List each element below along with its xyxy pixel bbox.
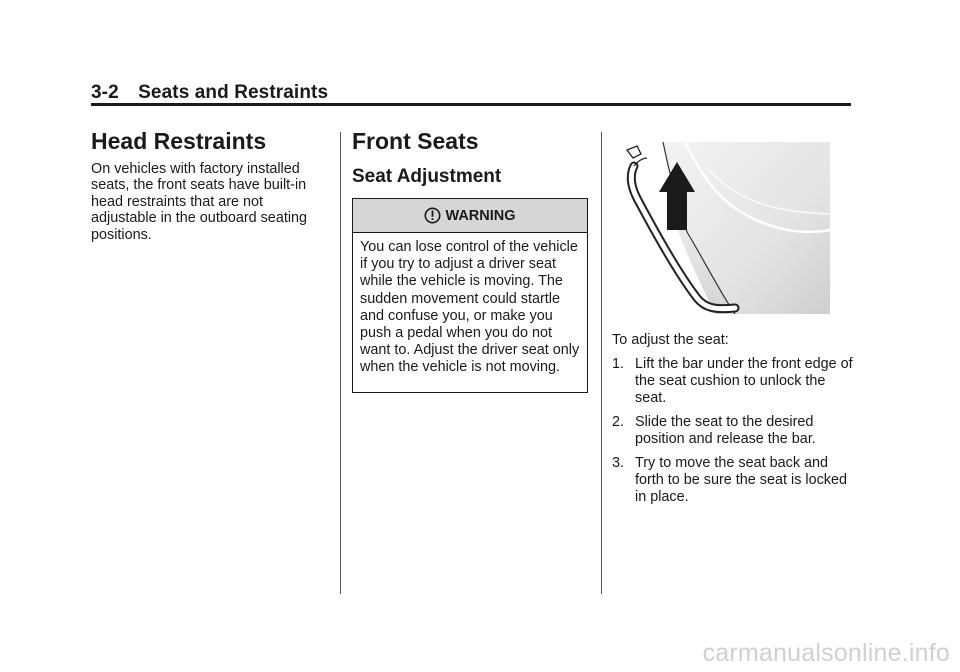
seat-adjust-bar-illustration [625, 142, 830, 314]
step-text: Try to move the seat back and forth to be sure the seat is locked in place. [635, 455, 847, 505]
step-text: Slide the seat to the desired position and release the bar. [635, 414, 816, 447]
warning-label: WARNING [445, 207, 516, 224]
step-item [612, 414, 857, 448]
steps-intro: To adjust the seat: [612, 332, 729, 348]
watermark: carmanualsonline.info [702, 639, 950, 667]
warning-text: You can lose control of the vehicle if you try to adjust a driver seat while the vehicle is moving. The sudden movement could startle and confuse you, or make you push a pedal when you do not want to. Adjust the driver seat only when the vehicle is not moving. [360, 239, 580, 376]
head-restraints-body: On vehicles with factory installed seats, the front seats have built-in head restraints that are not adjustable in the outboard seating positions. [91, 161, 308, 243]
front-seats-section [352, 126, 592, 189]
step-item [612, 356, 857, 407]
head-restraints-section [91, 126, 327, 243]
column-divider-1 [340, 132, 341, 594]
step-number: 2. [612, 414, 625, 430]
warning-box [352, 198, 588, 393]
front-seats-title: Front Seats [352, 128, 479, 154]
step-number: 1. [612, 356, 625, 372]
warning-header [353, 199, 587, 233]
step-item [612, 455, 857, 506]
section-title: Seats and Restraints [138, 82, 329, 103]
step-text: Lift the bar under the front edge of the seat cushion to unlock the seat. [635, 356, 853, 406]
seat-adjustment-subtitle: Seat Adjustment [352, 166, 502, 187]
seat-adjust-steps [612, 332, 857, 513]
warning-icon [424, 207, 441, 224]
head-restraints-title: Head Restraints [91, 128, 267, 154]
column-divider-2 [601, 132, 602, 594]
page-number: 3-2 [91, 82, 119, 103]
header-divider [91, 103, 851, 106]
page-header [91, 82, 328, 104]
step-number: 3. [612, 455, 625, 471]
